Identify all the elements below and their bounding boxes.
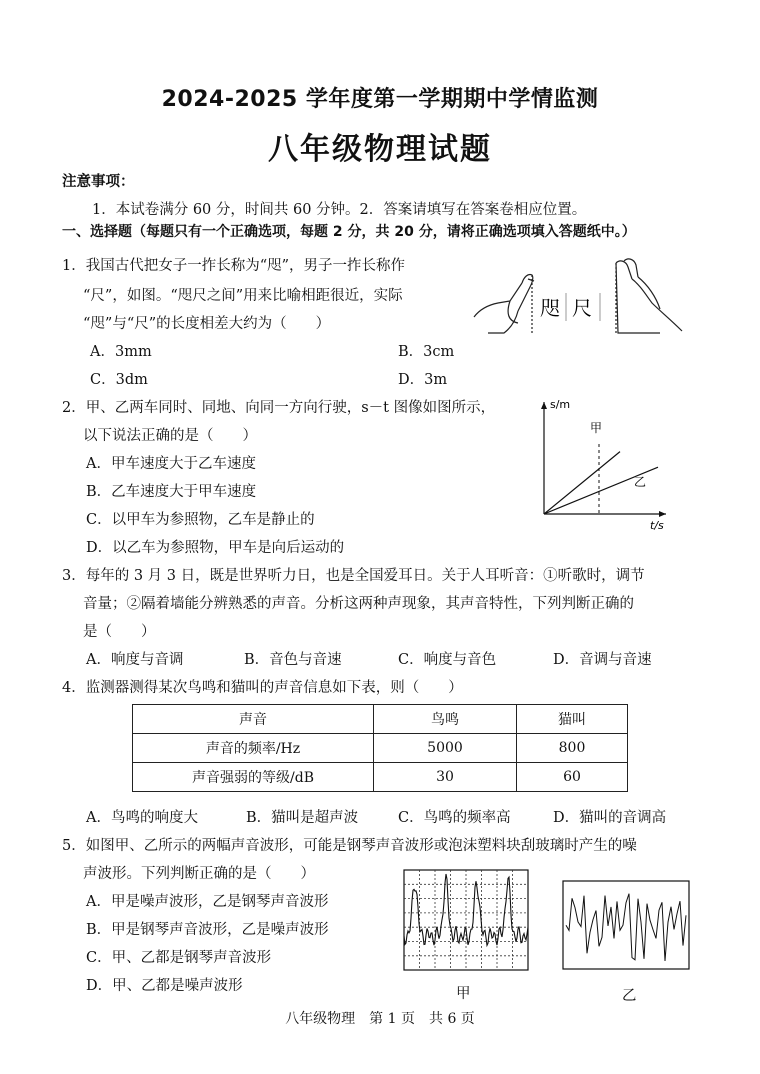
q2-line-1: 2．甲、乙两车同时、同地、向同一方向行驶，s－t 图像如图所示， — [62, 400, 496, 416]
q4-option-b[interactable]: B．猫叫是超声波 — [246, 810, 359, 826]
q3-option-d[interactable]: D．音调与音速 — [553, 652, 652, 668]
table-cell: 声音的频率/Hz — [133, 734, 374, 763]
y-axis-arrow — [541, 402, 547, 409]
q4-option-c[interactable]: C．鸟鸣的频率高 — [398, 810, 511, 826]
q5-option-c[interactable]: C．甲、乙都是钢琴声音波形 — [86, 950, 272, 966]
q1-char-chi: 尺 — [572, 296, 592, 320]
right-hand-icon — [616, 259, 682, 335]
q5-option-d[interactable]: D．甲、乙都是噪声波形 — [86, 978, 243, 994]
wave-figure-jia — [400, 866, 532, 974]
q2-option-d[interactable]: D．以乙车为参照物，甲车是向后运动的 — [86, 540, 345, 556]
table-row — [133, 734, 628, 763]
table-cell: 30 — [374, 763, 517, 792]
x-axis-label: t/s — [650, 519, 664, 532]
q1-line-2: “尺”，如图。“咫尺之间”用来比喻相距很近，实际 — [83, 288, 403, 304]
series-label-2: 乙 — [634, 475, 647, 489]
table-row — [133, 763, 628, 792]
q3-line-2: 音量；②隔着墙能分辨熟悉的声音。分析这两种声现象，其声音特性，下列判断正确的 — [83, 596, 634, 612]
q2-line-2: 以下说法正确的是（ ） — [83, 428, 257, 444]
wave-label-jia: 甲 — [456, 986, 471, 1002]
q1-option-c[interactable]: C．3dm — [90, 372, 148, 388]
q2-option-c[interactable]: C．以甲车为参照物，乙车是静止的 — [86, 512, 315, 528]
table-header-cell: 声音 — [133, 705, 374, 734]
q1-char-zhi: 咫 — [540, 296, 560, 320]
table-header-cell: 猫叫 — [517, 705, 628, 734]
q3-option-b[interactable]: B．音色与音速 — [244, 652, 342, 668]
q4-stem: 4．监测器测得某次鸟鸣和猫叫的声音信息如下表，则（ ） — [62, 680, 463, 696]
wave-figure-yi — [562, 880, 692, 970]
table-cell: 声音强弱的等级/dB — [133, 763, 374, 792]
q1-option-d[interactable]: D．3m — [398, 372, 448, 388]
q5-option-b[interactable]: B．甲是钢琴声音波形，乙是噪声波形 — [86, 922, 329, 938]
series-line-1 — [544, 452, 620, 514]
q2-option-a[interactable]: A．甲车速度大于乙车速度 — [86, 456, 256, 472]
q3-line-3: 是（ ） — [83, 624, 156, 640]
table-cell: 60 — [517, 763, 628, 792]
yi-waveform — [566, 894, 686, 961]
q3-option-c[interactable]: C．响度与音色 — [398, 652, 497, 668]
y-axis-label: s/m — [550, 398, 571, 411]
q3-line-1: 3．每年的 3 月 3 日，既是世界听力日，也是全国爱耳日。关于人耳听音：①听歌时，调节 — [62, 568, 645, 584]
exam-subtitle: 八年级物理试题 — [268, 132, 492, 167]
q5-line-1: 5．如图甲、乙所示的两幅声音波形，可能是钢琴声音波形或泡沫塑料块刮玻璃时产生的噪 — [62, 838, 637, 854]
q1-line-1: 1．我国古代把女子一拃长称为“咫”，男子一拃长称作 — [62, 258, 406, 274]
exam-title: 2024-2025 学年度第一学期期中学情监测 — [161, 87, 599, 112]
page-footer: 八年级物理 第 1 页 共 6 页 — [285, 1011, 475, 1027]
q1-hand-figure — [470, 255, 688, 339]
q1-option-b[interactable]: B．3cm — [398, 344, 455, 360]
table-header-row — [133, 705, 628, 734]
sound-data-table — [132, 704, 628, 792]
notice-text: 1．本试卷满分 60 分，时间共 60 分钟。2．答案请填写在答案卷相应位置。 — [92, 202, 587, 218]
q5-option-a[interactable]: A．甲是噪声波形，乙是钢琴声音波形 — [86, 894, 329, 910]
left-hand-icon — [474, 274, 534, 333]
q3-option-a[interactable]: A．响度与音调 — [86, 652, 184, 668]
x-axis-arrow — [659, 511, 666, 517]
q4-option-a[interactable]: A．鸟鸣的响度大 — [86, 810, 198, 826]
q1-line-3: “咫”与“尺”的长度相差大约为（ ） — [83, 316, 331, 332]
notice-heading: 注意事项： — [62, 174, 135, 190]
q2-option-b[interactable]: B．乙车速度大于甲车速度 — [86, 484, 257, 500]
table-cell: 5000 — [374, 734, 517, 763]
q2-st-chart — [528, 392, 676, 532]
q1-option-a[interactable]: A．3mm — [90, 344, 152, 360]
table-cell: 800 — [517, 734, 628, 763]
q4-option-d[interactable]: D．猫叫的音调高 — [553, 810, 667, 826]
section1-heading: 一、选择题（每题只有一个正确选项，每题 2 分，共 20 分，请将正确选项填入答题纸中。） — [62, 224, 636, 240]
table-header-cell: 鸟鸣 — [374, 705, 517, 734]
wave-label-yi: 乙 — [622, 988, 637, 1004]
series-label-1: 甲 — [590, 421, 603, 435]
q5-line-2: 声波形。下列判断正确的是（ ） — [83, 866, 315, 882]
